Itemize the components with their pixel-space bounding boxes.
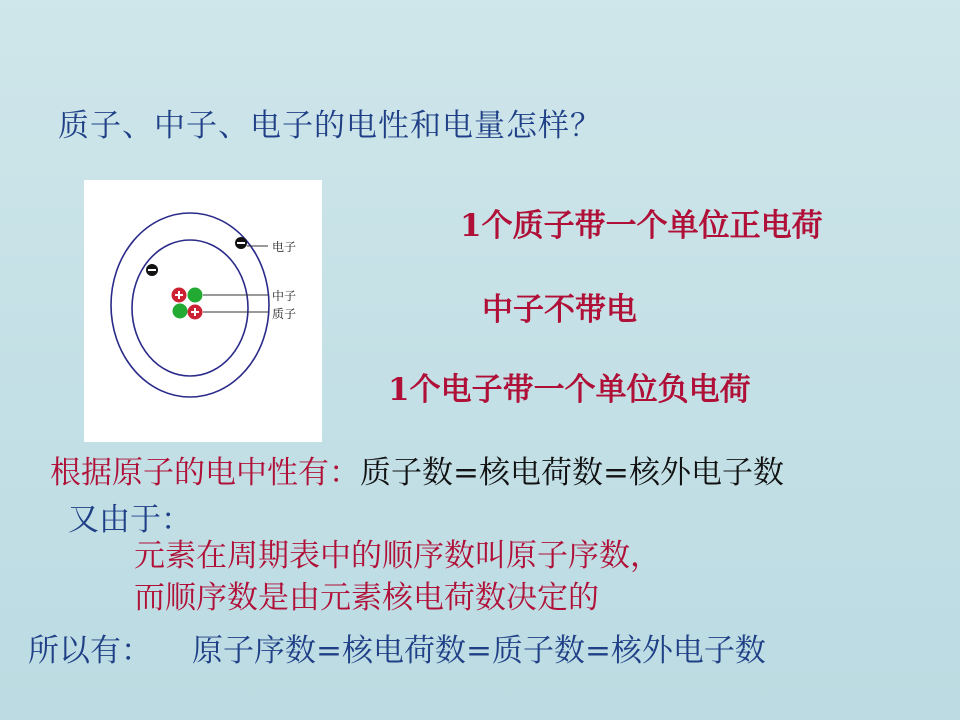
- label-proton: 质子: [272, 307, 297, 321]
- fact-electron: 1个电子带一个单位负电荷: [388, 372, 751, 408]
- nucleus: [172, 288, 203, 320]
- conclusion-line: [28, 625, 766, 670]
- label-electron: 电子: [272, 240, 297, 254]
- fact-proton: 1个质子带一个单位正电荷: [460, 208, 823, 244]
- neutrality-line: [50, 447, 784, 492]
- neutron-2: [173, 304, 188, 319]
- label-neutron: 中子: [272, 289, 297, 303]
- neutrality-formula: 质子数=核电荷数=核外电子数: [360, 455, 784, 491]
- order-determined-by-charge: 而顺序数是由元素核电荷数决定的: [134, 580, 599, 616]
- conclusion-label: 所以有：: [28, 633, 152, 669]
- atomic-number-definition: 元素在周期表中的顺序数叫原子序数，: [134, 538, 661, 574]
- electron-1: [235, 237, 247, 249]
- conclusion-formula: 原子序数=核电荷数=质子数=核外电子数: [192, 633, 766, 669]
- slide-title: 质子、中子、电子的电性和电量怎样？: [58, 108, 602, 144]
- atom-structure-figure: [84, 180, 322, 442]
- neutron-1: [188, 288, 203, 303]
- atom-diagram: [84, 180, 322, 442]
- electron-2: [146, 264, 158, 276]
- also-because-line: 又由于：: [68, 502, 192, 538]
- neutrality-label: 根据原子的电中性有：: [50, 455, 360, 491]
- fact-neutron: 中子不带电: [482, 292, 637, 328]
